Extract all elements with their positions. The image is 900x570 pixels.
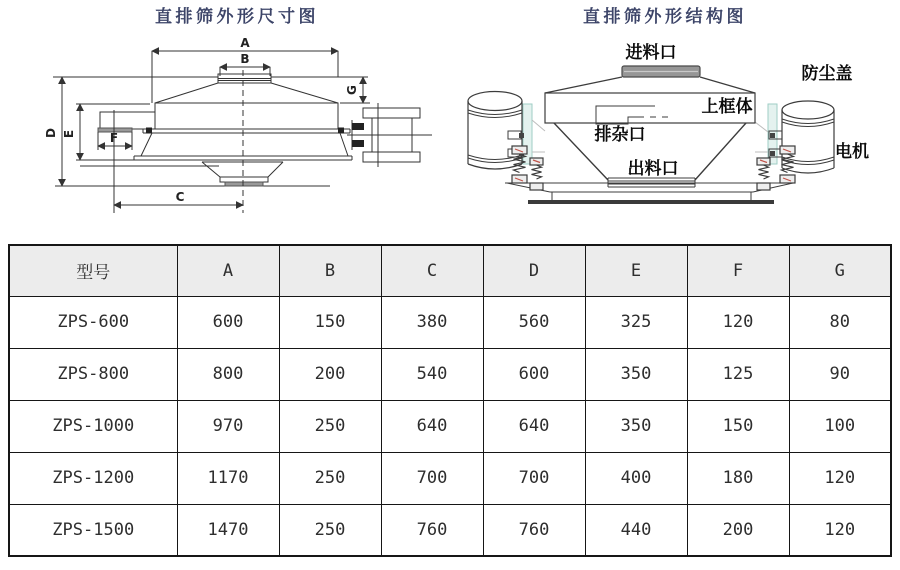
dim-label-d: D <box>44 128 58 138</box>
column-header-g: G <box>789 245 891 296</box>
table-cell: 700 <box>483 452 585 504</box>
dim-label-b: B <box>240 52 250 66</box>
table-cell: 250 <box>279 400 381 452</box>
discharge-outlet-label: 出料口 <box>627 159 679 178</box>
column-header-f: F <box>687 245 789 296</box>
table-cell: 400 <box>585 452 687 504</box>
table-cell: 760 <box>483 504 585 556</box>
table-cell: 440 <box>585 504 687 556</box>
structure-diagram <box>450 0 900 236</box>
table-cell: 80 <box>789 296 891 348</box>
table-cell: 1470 <box>177 504 279 556</box>
table-cell: 90 <box>789 348 891 400</box>
table-cell: 150 <box>279 296 381 348</box>
table-cell: 600 <box>483 348 585 400</box>
table-cell: 250 <box>279 504 381 556</box>
sieve-structure-shapes <box>505 66 795 204</box>
column-header-d: D <box>483 245 585 296</box>
right-diagram-title: 直排筛外形结构图 <box>583 7 747 27</box>
dimension-diagram <box>0 0 450 236</box>
table-cell: 120 <box>687 296 789 348</box>
table-cell: 970 <box>177 400 279 452</box>
table-cell: 120 <box>789 504 891 556</box>
column-header-c: C <box>381 245 483 296</box>
table-cell: 200 <box>279 348 381 400</box>
dim-label-c: C <box>175 190 185 204</box>
model-cell: ZPS-1000 <box>9 400 177 452</box>
dim-label-a: A <box>240 36 250 50</box>
right-motor <box>769 101 834 173</box>
table-cell: 325 <box>585 296 687 348</box>
dust-cover-label: 防尘盖 <box>801 64 853 83</box>
model-cell: ZPS-1200 <box>9 452 177 504</box>
table-cell: 600 <box>177 296 279 348</box>
model-cell: ZPS-1500 <box>9 504 177 556</box>
table-cell: 180 <box>687 452 789 504</box>
table-cell: 640 <box>381 400 483 452</box>
impurity-outlet-label: 排杂口 <box>594 125 646 144</box>
dim-label-e: E <box>62 129 76 139</box>
table-row <box>9 296 891 348</box>
table-row <box>9 452 891 504</box>
table-cell: 1170 <box>177 452 279 504</box>
table-cell: 800 <box>177 348 279 400</box>
column-header-b: B <box>279 245 381 296</box>
table-cell: 700 <box>381 452 483 504</box>
table-cell: 540 <box>381 348 483 400</box>
model-cell: ZPS-800 <box>9 348 177 400</box>
dim-label-g: G <box>345 85 359 95</box>
table-cell: 150 <box>687 400 789 452</box>
table-cell: 250 <box>279 452 381 504</box>
table-cell: 350 <box>585 348 687 400</box>
dim-label-f: F <box>109 131 119 145</box>
upper-frame-label: 上框体 <box>701 97 753 116</box>
table-cell: 200 <box>687 504 789 556</box>
column-header-a: A <box>177 245 279 296</box>
table-cell: 560 <box>483 296 585 348</box>
table-cell: 760 <box>381 504 483 556</box>
table-cell: 380 <box>381 296 483 348</box>
table-cell: 640 <box>483 400 585 452</box>
column-header-e: E <box>585 245 687 296</box>
table-cell: 350 <box>585 400 687 452</box>
feed-inlet-label: 进料口 <box>625 43 677 62</box>
spec-table <box>8 244 892 557</box>
left-diagram-title: 直排筛外形尺寸图 <box>155 7 319 27</box>
model-cell: ZPS-600 <box>9 296 177 348</box>
table-row <box>9 504 891 556</box>
table-row <box>9 400 891 452</box>
motor-label: 电机 <box>835 142 869 161</box>
table-cell: 100 <box>789 400 891 452</box>
table-cell: 125 <box>687 348 789 400</box>
table-row <box>9 348 891 400</box>
table-cell: 120 <box>789 452 891 504</box>
table-header-row <box>9 245 891 296</box>
column-header-model: 型号 <box>9 245 177 296</box>
left-motor <box>468 92 524 170</box>
